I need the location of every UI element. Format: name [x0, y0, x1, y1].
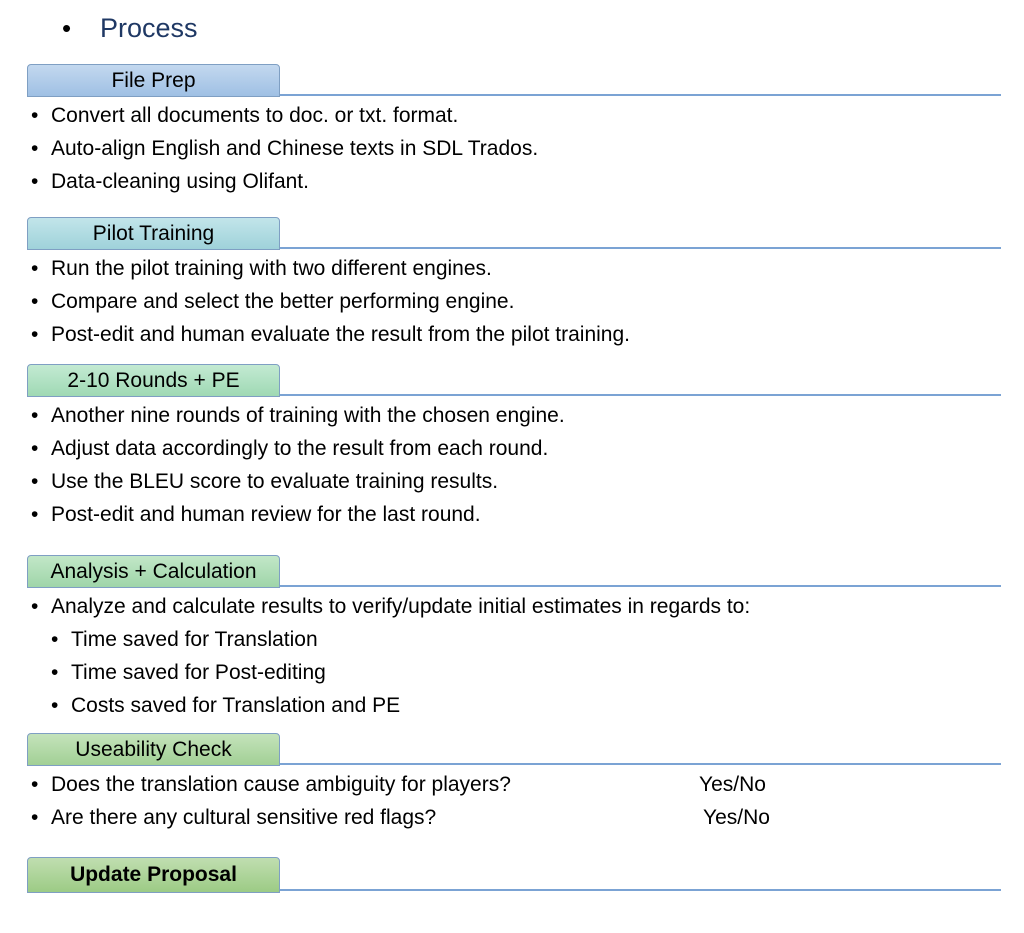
section-items: [27, 399, 1001, 531]
list-item-text: Post-edit and human evaluate the result from the pilot training.: [51, 323, 630, 346]
bullet-dot: •: [31, 404, 39, 427]
bullet-dot: •: [31, 137, 39, 160]
section-header-file-prep: File Prep: [27, 64, 280, 97]
section-header-row: [27, 555, 1001, 590]
list-item-text: Another nine rounds of training with the chosen engine.: [51, 404, 565, 427]
section-header-row: [27, 64, 1001, 99]
bullet-dot: •: [31, 470, 39, 493]
list-item: [27, 399, 1001, 432]
answer-option: Yes/No: [699, 773, 766, 796]
list-item-text: Analyze and calculate results to verify/update initial estimates in regards to:: [51, 595, 751, 618]
list-item: [27, 132, 1001, 165]
slide-title-row: [62, 8, 198, 48]
bullet-dot: •: [31, 595, 39, 618]
section-analysis-calculation: [27, 555, 1001, 722]
bullet-dot: •: [31, 437, 39, 460]
bullet-dot: •: [51, 628, 59, 651]
list-item: [27, 99, 1001, 132]
section-items: [27, 252, 1001, 351]
section-divider-line: [280, 889, 1001, 891]
list-item-text: Costs saved for Translation and PE: [71, 694, 401, 717]
sub-list-item: [27, 656, 1001, 689]
sub-list-item: [27, 623, 1001, 656]
section-useability-check: [27, 733, 1001, 834]
answer-option: Yes/No: [703, 806, 770, 829]
section-items: [27, 590, 1001, 722]
bullet-dot: •: [31, 104, 39, 127]
list-item-text: Run the pilot training with two different engines.: [51, 257, 492, 280]
bullet-dot: •: [31, 323, 39, 346]
list-item: [27, 498, 1001, 531]
section-header-update-proposal: Update Proposal: [27, 857, 280, 893]
list-item-text: Convert all documents to doc. or txt. format.: [51, 104, 459, 127]
list-item: [27, 165, 1001, 198]
list-item: [27, 318, 1001, 351]
section-header-pilot-training: Pilot Training: [27, 217, 280, 250]
list-item: [27, 252, 1001, 285]
question-text: Are there any cultural sensitive red flags?: [51, 806, 437, 829]
section-header-row: [27, 733, 1001, 768]
section-divider-line: [280, 763, 1001, 765]
section-header-row: [27, 364, 1001, 399]
list-item-text: Adjust data accordingly to the result from each round.: [51, 437, 549, 460]
section-header-row: [27, 857, 1001, 894]
bullet-dot: •: [31, 773, 39, 796]
section-divider-line: [280, 247, 1001, 249]
section-divider-line: [280, 394, 1001, 396]
list-item-text: Post-edit and human review for the last round.: [51, 503, 481, 526]
bullet-dot: •: [31, 290, 39, 313]
bullet-dot: •: [51, 661, 59, 684]
page-title: Process: [100, 12, 198, 43]
section-divider-line: [280, 585, 1001, 587]
section-update-proposal: [27, 857, 1001, 894]
section-file-prep: [27, 64, 1001, 198]
section-rounds-pe: [27, 364, 1001, 531]
list-item-text: Time saved for Post-editing: [71, 661, 326, 684]
sub-list-item: [27, 689, 1001, 722]
bullet-dot: •: [31, 257, 39, 280]
section-header-analysis-calculation: Analysis + Calculation: [27, 555, 280, 588]
list-item: [27, 432, 1001, 465]
section-items: [27, 99, 1001, 198]
section-items: [27, 768, 1001, 834]
bullet-dot: •: [51, 694, 59, 717]
list-item: [27, 285, 1001, 318]
title-bullet: •: [62, 12, 72, 43]
bullet-dot: •: [31, 503, 39, 526]
section-divider-line: [280, 94, 1001, 96]
question-item: [27, 801, 1001, 834]
list-item-text: Use the BLEU score to evaluate training results.: [51, 470, 499, 493]
list-item-text: Time saved for Translation: [71, 628, 318, 651]
list-item-text: Data-cleaning using Olifant.: [51, 170, 309, 193]
list-item-text: Auto-align English and Chinese texts in SDL Trados.: [51, 137, 539, 160]
bullet-dot: •: [31, 170, 39, 193]
section-header-useability-check: Useability Check: [27, 733, 280, 766]
section-header-rounds-pe: 2-10 Rounds + PE: [27, 364, 280, 397]
question-text: Does the translation cause ambiguity for players?: [51, 773, 511, 796]
section-header-row: [27, 217, 1001, 252]
question-item: [27, 768, 1001, 801]
list-item: [27, 590, 1001, 623]
list-item-text: Compare and select the better performing engine.: [51, 290, 515, 313]
list-item: [27, 465, 1001, 498]
bullet-dot: •: [31, 806, 39, 829]
section-pilot-training: [27, 217, 1001, 351]
